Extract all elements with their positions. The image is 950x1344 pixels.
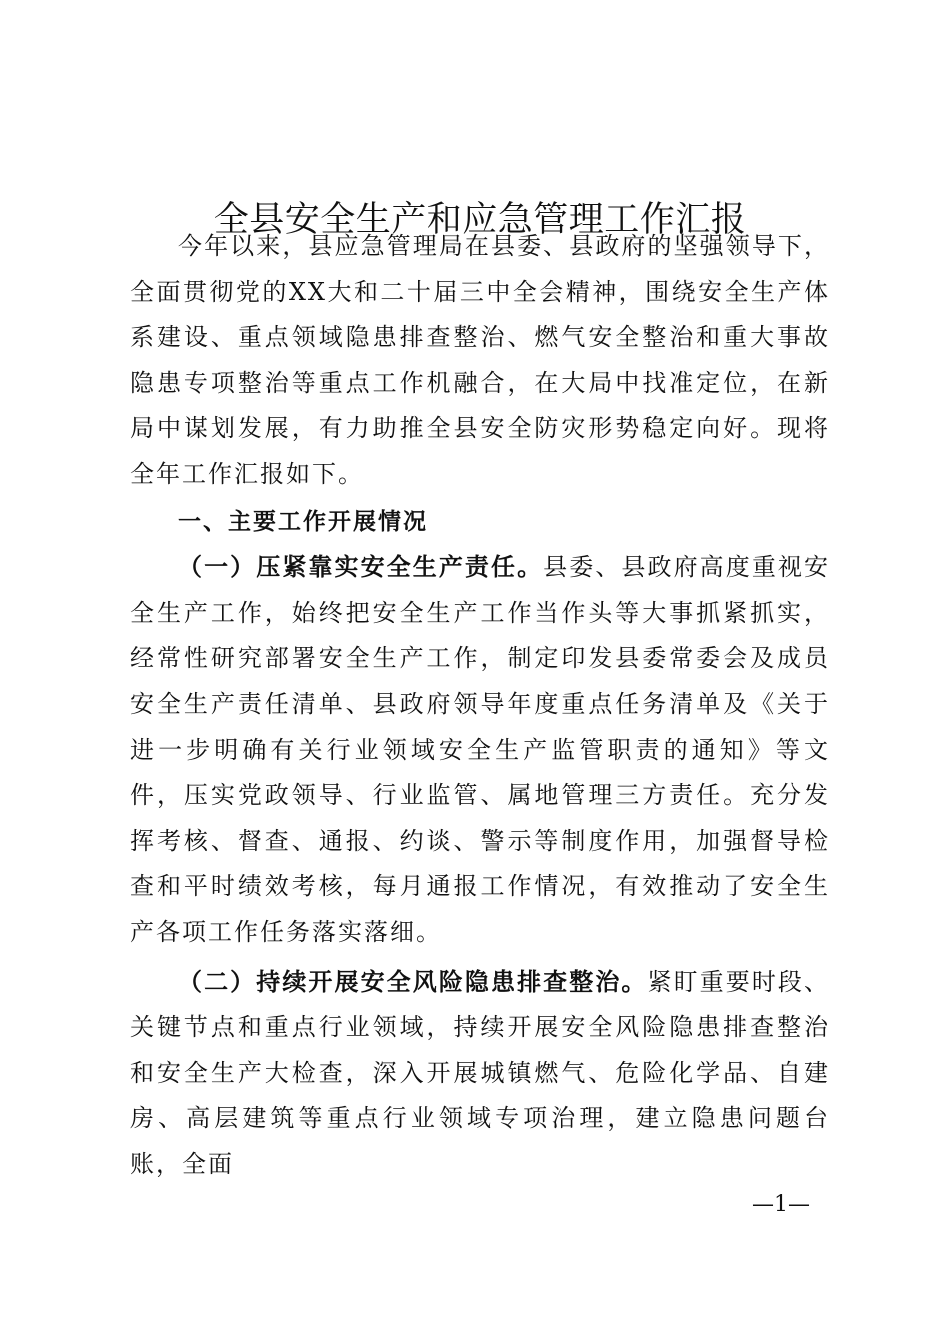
intro-paragraph: 今年以来，县应急管理局在县委、县政府的坚强领导下，全面贯彻党的XX大和二十届三中全会精神，围绕安全生产体系建设、重点领域隐患排查整治、燃气安全整治和重大事故隐患专项整治等重点工作机融合，在大局中找准定位，在新局中谋划发展，有力助推全县安全防灾形势稳定向好。现将全年工作汇报如下。 bbox=[130, 232, 830, 488]
item-heading: （一）压紧靠实安全生产责任。 bbox=[178, 553, 544, 582]
document-title: 全县安全生产和应急管理工作汇报 bbox=[213, 200, 747, 241]
section-heading: 一、主要工作开展情况 bbox=[178, 508, 428, 535]
item-heading: （二）持续开展安全风险隐患排查整治。 bbox=[178, 967, 648, 996]
item-paragraph bbox=[130, 545, 830, 955]
document-body bbox=[130, 224, 830, 1187]
page-number: —1— bbox=[752, 1192, 810, 1217]
item-text: 紧盯重要时段、关键节点和重点行业领域，持续开展安全风险隐患排查整治和安全生产大检查，深入开展城镇燃气、危险化学品、自建房、高层建筑等重点行业领域专项治理，建立隐患问题台账，全面 bbox=[130, 967, 830, 1178]
item-paragraph bbox=[130, 960, 830, 1188]
item-text: 县委、县政府高度重视安全生产工作，始终把安全生产工作当作头等大事抓紧抓实，经常性研究部署安全生产工作，制定印发县委常委会及成员安全生产责任清单、县政府领导年度重点任务清单及《关于进一步明确有关行业领域安全生产监管职责的通知》等文件，压实党政领导、行业监管、属地管理三方责任。充分发挥考核、督查、通报、约谈、警示等制度作用，加强督导检查和平时绩效考核，每月通报工作情况，有效推动了安全生产各项工作任务落实落细。 bbox=[130, 553, 831, 946]
